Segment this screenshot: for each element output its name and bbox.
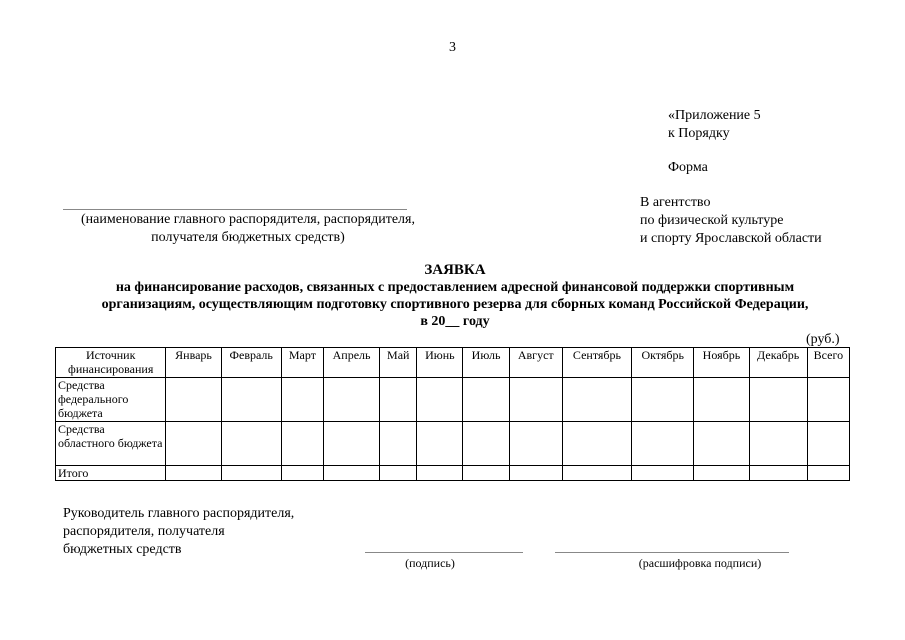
cell-regional-apr[interactable] — [323, 422, 379, 466]
signature-blank-line[interactable] — [365, 552, 523, 553]
header-february: Февраль — [221, 348, 281, 378]
signature-decoding-caption: (расшифровка подписи) — [638, 556, 762, 570]
signer-line-3: бюджетных средств — [63, 542, 182, 557]
header-june: Июнь — [417, 348, 463, 378]
cell-total-sep[interactable] — [562, 466, 631, 481]
cell-regional-jan[interactable] — [166, 422, 221, 466]
cell-regional-mar[interactable] — [281, 422, 323, 466]
cell-total-total[interactable] — [807, 466, 849, 481]
header-september: Сентябрь — [562, 348, 631, 378]
cell-regional-jul[interactable] — [463, 422, 509, 466]
appendix-reference — [668, 107, 761, 143]
cell-total-jul[interactable] — [463, 466, 509, 481]
cell-total-mar[interactable] — [281, 466, 323, 481]
addressee-block — [640, 194, 822, 248]
row-label-regional: Средства областного бюджета — [56, 422, 166, 466]
cell-regional-sep[interactable] — [562, 422, 631, 466]
header-july: Июль — [463, 348, 509, 378]
header-march: Март — [281, 348, 323, 378]
page-number: 3 — [449, 40, 456, 55]
table-row — [56, 422, 850, 466]
signer-line-2: распорядителя, получателя — [63, 524, 225, 539]
cell-regional-feb[interactable] — [221, 422, 281, 466]
header-april: Апрель — [323, 348, 379, 378]
header-january: Январь — [166, 348, 221, 378]
header-august: Август — [509, 348, 562, 378]
signature-decoding-blank-line[interactable] — [555, 552, 789, 553]
row-label-federal: Средства федерального бюджета — [56, 378, 166, 422]
cell-regional-dec[interactable] — [749, 422, 807, 466]
cell-federal-total[interactable] — [807, 378, 849, 422]
table-row — [56, 466, 850, 481]
appendix-line-2: к Порядку — [668, 126, 730, 141]
form-label: Форма — [668, 160, 708, 175]
cell-federal-mar[interactable] — [281, 378, 323, 422]
cell-federal-aug[interactable] — [509, 378, 562, 422]
appendix-line-1: «Приложение 5 — [668, 108, 761, 123]
table-header-row — [56, 348, 850, 378]
cell-federal-may[interactable] — [380, 378, 417, 422]
row-label-total: Итого — [56, 466, 166, 481]
cell-total-oct[interactable] — [632, 466, 694, 481]
title-line-2: организациям, осуществляющим подготовку спортивного резерва для сборных команд Российской Федерации, — [101, 297, 809, 312]
cell-regional-total[interactable] — [807, 422, 849, 466]
addressee-line-3: и спорту Ярославской области — [640, 231, 822, 246]
cell-regional-may[interactable] — [380, 422, 417, 466]
cell-regional-oct[interactable] — [632, 422, 694, 466]
header-october: Октябрь — [632, 348, 694, 378]
cell-total-feb[interactable] — [221, 466, 281, 481]
org-name-caption — [48, 211, 448, 247]
cell-total-jun[interactable] — [417, 466, 463, 481]
org-caption-line-1: (наименование главного распорядителя, распорядителя, — [81, 212, 415, 227]
title-heading: ЗАЯВКА — [424, 262, 486, 278]
signature-caption: (подпись) — [405, 556, 455, 570]
cell-total-dec[interactable] — [749, 466, 807, 481]
cell-total-may[interactable] — [380, 466, 417, 481]
cell-total-nov[interactable] — [694, 466, 749, 481]
cell-total-apr[interactable] — [323, 466, 379, 481]
signer-line-1: Руководитель главного распорядителя, — [63, 506, 295, 521]
cell-federal-dec[interactable] — [749, 378, 807, 422]
addressee-line-1: В агентство — [640, 195, 711, 210]
cell-regional-jun[interactable] — [417, 422, 463, 466]
cell-regional-nov[interactable] — [694, 422, 749, 466]
signer-block — [63, 505, 294, 559]
header-november: Ноябрь — [694, 348, 749, 378]
org-caption-line-2: получателя бюджетных средств) — [151, 230, 345, 245]
table-row — [56, 378, 850, 422]
cell-federal-feb[interactable] — [221, 378, 281, 422]
header-source: Источник финансирования — [56, 348, 166, 378]
funding-table — [55, 347, 850, 481]
header-december: Декабрь — [749, 348, 807, 378]
header-may: Май — [380, 348, 417, 378]
cell-federal-nov[interactable] — [694, 378, 749, 422]
header-total: Всего — [807, 348, 849, 378]
cell-regional-aug[interactable] — [509, 422, 562, 466]
cell-federal-jan[interactable] — [166, 378, 221, 422]
cell-federal-sep[interactable] — [562, 378, 631, 422]
org-name-blank-line — [63, 209, 407, 210]
addressee-line-2: по физической культуре — [640, 213, 784, 228]
cell-total-aug[interactable] — [509, 466, 562, 481]
cell-federal-jul[interactable] — [463, 378, 509, 422]
cell-federal-jun[interactable] — [417, 378, 463, 422]
currency-note: (руб.) — [806, 332, 840, 347]
cell-federal-oct[interactable] — [632, 378, 694, 422]
cell-total-jan[interactable] — [166, 466, 221, 481]
document-title — [55, 262, 855, 330]
title-line-1: на финансирование расходов, связанных с предоставлением адресной финансовой поддержки спортивным — [115, 280, 795, 295]
cell-federal-apr[interactable] — [323, 378, 379, 422]
title-line-3: в 20__ году — [420, 314, 490, 329]
